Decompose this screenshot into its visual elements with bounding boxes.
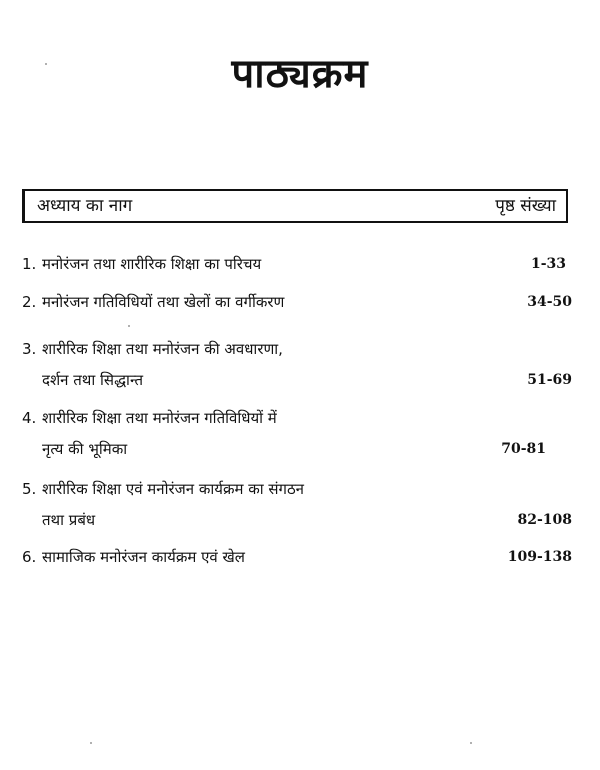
entry-pages: 82-108 <box>517 512 572 528</box>
toc-entry-6[interactable] <box>22 542 574 572</box>
scan-speck <box>128 325 130 327</box>
entry-title-line-2: तथा प्रबंध <box>42 511 96 529</box>
entry-number: 3. <box>22 340 37 358</box>
scan-speck <box>470 742 472 744</box>
scan-speck <box>90 742 92 744</box>
entry-title-line-2: नृत्य की भूमिका <box>42 440 128 458</box>
entry-pages: 70-81 <box>501 441 546 457</box>
entry-title-line-1: शारीरिक शिक्षा तथा मनोरंजन की अवधारणा, <box>42 340 283 358</box>
toc-entry-1[interactable] <box>22 249 574 279</box>
entry-pages: 34-50 <box>527 294 572 310</box>
entry-pages: 1-33 <box>530 256 566 272</box>
toc-entry-3[interactable] <box>22 334 574 394</box>
page-title: पाठ्यक्रम <box>231 51 369 97</box>
page-number-header: पृष्ठ संख्या <box>495 196 556 216</box>
toc-entry-4[interactable] <box>22 403 574 463</box>
scan-speck <box>45 63 47 65</box>
entry-number: 2. <box>22 293 37 311</box>
toc-entry-2[interactable] <box>22 287 574 317</box>
entry-number: 4. <box>22 409 37 427</box>
entry-number: 5. <box>22 480 37 498</box>
chapter-name-header: अध्याय का नाग <box>37 196 133 216</box>
entry-title-line-2: दर्शन तथा सिद्धान्त <box>42 371 144 389</box>
entry-title: मनोरंजन गतिविधियों तथा खेलों का वर्गीकरण <box>42 293 285 311</box>
entry-title: सामाजिक मनोरंजन कार्यक्रम एवं खेल <box>42 548 245 566</box>
entry-number: 6. <box>22 548 37 566</box>
entry-title: मनोरंजन तथा शारीरिक शिक्षा का परिचय <box>42 255 262 273</box>
toc-header <box>22 189 568 223</box>
entry-title-line-1: शारीरिक शिक्षा तथा मनोरंजन गतिविधियों में <box>42 409 277 427</box>
entry-pages: 109-138 <box>507 549 572 565</box>
entry-pages: 51-69 <box>527 372 572 388</box>
entry-number: 1. <box>22 255 37 273</box>
entry-title-line-1: शारीरिक शिक्षा एवं मनोरंजन कार्यक्रम का संगठन <box>42 480 305 498</box>
toc-entry-5[interactable] <box>22 474 574 534</box>
